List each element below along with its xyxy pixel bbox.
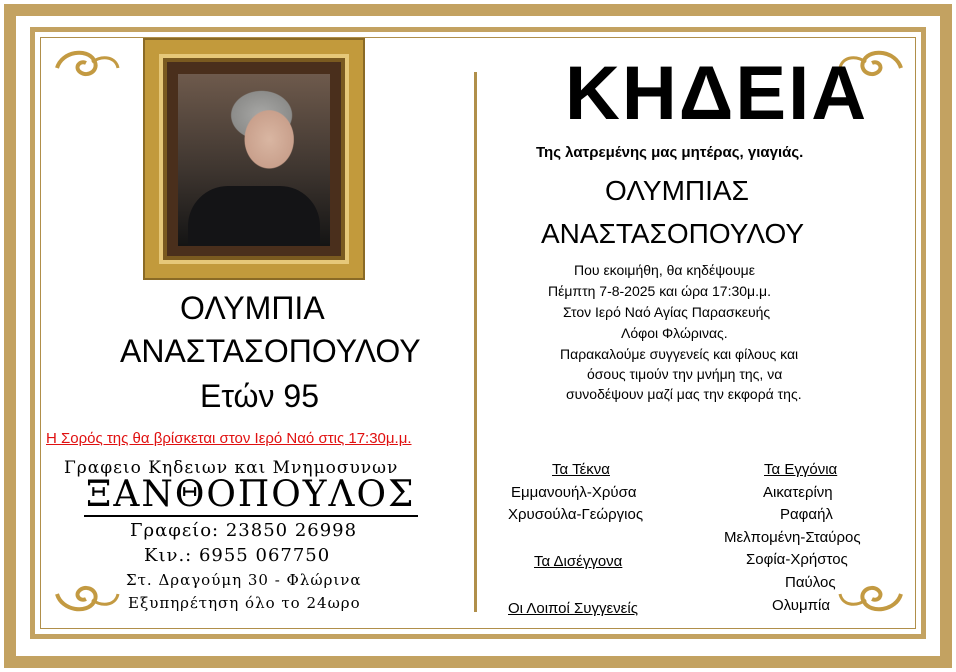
ornament-bottom-left-icon	[52, 576, 122, 616]
column-divider	[474, 72, 477, 612]
grandchild-name: Μελπομένη-Σταύρος	[724, 529, 861, 546]
announce-line: Λόφοι Φλώρινας.	[621, 325, 728, 341]
children-heading: Τα Τέκνα	[552, 461, 610, 478]
announce-line: όσους τιμούν την μνήμη της, να	[587, 366, 783, 382]
portrait-photo	[178, 74, 330, 246]
deceased-last-name: ΑΝΑΣΤΑΣΟΠΟΥΛΟΥ	[120, 333, 421, 369]
grandchild-name: Σοφία-Χρήστος	[746, 551, 848, 568]
announce-line: συνοδέψουν μαζί μας την εκφορά της.	[566, 386, 802, 402]
great-grandchildren-heading: Τα Δισέγγονα	[534, 553, 623, 570]
child-name: Εμμανουήλ-Χρύσα	[511, 484, 637, 501]
intro-line: Της λατρεμένης μας μητέρας, γιαγιάς.	[536, 144, 804, 161]
casket-notice: Η Σορός της θα βρίσκεται στον Ιερό Ναό στις 17:30μ.μ.	[46, 430, 412, 447]
announce-line: Πέμπτη 7-8-2025 και ώρα 17:30μ.μ.	[548, 283, 771, 299]
grandchild-name: Ραφαήλ	[780, 506, 833, 523]
grandchild-name: Παύλος	[785, 574, 836, 591]
office-service: Εξυπηρέτηση όλο το 24ωρο	[128, 594, 361, 612]
announce-line: Παρακαλούμε συγγενείς και φίλους και	[560, 346, 799, 362]
ornament-bottom-right-icon	[836, 576, 906, 616]
grandchild-name: Αικατερίνη	[763, 484, 833, 501]
ornament-top-left-icon	[52, 46, 122, 86]
office-name: ΞΑΝΘΟΠΟΥΛΟΣ	[86, 474, 416, 515]
office-mobile: Κιν.: 6955 067750	[144, 545, 331, 566]
deceased-first-name: ΟΛΥΜΠΙΑ	[180, 290, 325, 326]
office-address: Στ. Δραγούμη 30 - Φλώρινα	[126, 571, 362, 589]
deceased-age: Ετών 95	[200, 378, 319, 414]
office-phone: Γραφείο: 23850 26998	[130, 520, 358, 541]
announce-line: Στον Ιερό Ναό Αγίας Παρασκευής	[563, 304, 771, 320]
grandchildren-heading: Τα Εγγόνια	[764, 461, 838, 478]
right-last-name: ΑΝΑΣΤΑΣΟΠΟΥΛΟΥ	[541, 218, 805, 249]
grandchild-name: Ολυμπία	[772, 597, 831, 614]
office-title: Γραφειο Κηδειων και Μνημοσυνων	[64, 458, 399, 478]
funeral-heading: ΚΗΔΕΙΑ	[565, 51, 869, 136]
right-first-name: ΟΛΥΜΠΙΑΣ	[605, 175, 749, 206]
announce-line: Που εκοιμήθη, θα κηδέψουμε	[574, 262, 755, 278]
relatives-heading: Οι Λοιποί Συγγενείς	[508, 600, 638, 617]
child-name: Χρυσούλα-Γεώργιος	[508, 506, 644, 523]
